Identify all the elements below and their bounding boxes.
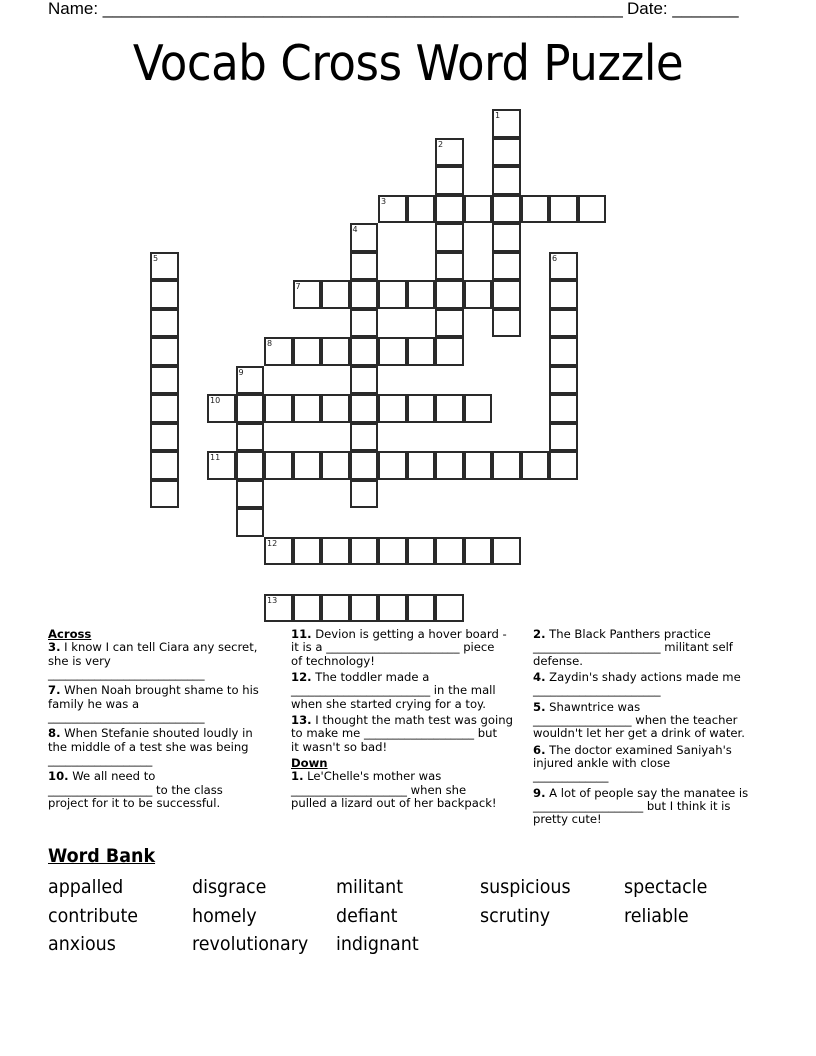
grid-cell[interactable]: [236, 366, 265, 395]
grid-cell[interactable]: [378, 537, 407, 566]
grid-cell[interactable]: [435, 537, 464, 566]
word-bank-word: suspicious: [480, 876, 571, 898]
clue-number: 11.: [291, 627, 312, 641]
grid-cell[interactable]: [350, 337, 379, 366]
grid-cell[interactable]: [407, 451, 436, 480]
clue-line: 11. Devion is getting a hover board -: [291, 627, 507, 641]
clue-number: 11: [210, 453, 221, 462]
grid-cell[interactable]: [492, 309, 521, 338]
grid-cell[interactable]: [464, 195, 493, 224]
grid-cell[interactable]: [435, 451, 464, 480]
grid-cell[interactable]: [492, 109, 521, 138]
clue-item: [533, 628, 778, 668]
page-title: Vocab Cross Word Puzzle: [132, 35, 684, 92]
grid-cell[interactable]: [492, 252, 521, 281]
grid-cell[interactable]: [321, 594, 350, 623]
clue-line: 2. The Black Panthers practice: [533, 627, 711, 641]
word-bank-word: scrutiny: [480, 904, 551, 927]
grid-cell[interactable]: [407, 594, 436, 623]
grid-cell[interactable]: [150, 451, 179, 480]
across-heading: Across: [48, 627, 92, 641]
word-bank-title: Word Bank: [48, 845, 156, 867]
date-field: Date: _______: [627, 0, 739, 18]
grid-cell[interactable]: [492, 451, 521, 480]
grid-cell[interactable]: [350, 309, 379, 338]
clues-across-column-1: [48, 628, 283, 813]
grid-cell[interactable]: [293, 594, 322, 623]
clue-line: ________________________ in the mall: [291, 683, 496, 698]
clue-number: 3.: [48, 640, 61, 655]
grid-cell[interactable]: [435, 280, 464, 309]
grid-cell[interactable]: [321, 537, 350, 566]
grid-cell[interactable]: [549, 394, 578, 423]
grid-cell[interactable]: [407, 394, 436, 423]
grid-cell[interactable]: [492, 195, 521, 224]
clue-number: 4: [352, 225, 358, 234]
word-bank-word: disgrace: [192, 876, 267, 898]
clue-line: ____________________ when she: [291, 782, 467, 797]
grid-cell[interactable]: [549, 252, 578, 281]
word-bank-word: revolutionary: [192, 933, 309, 955]
clue-line: pretty cute!: [533, 812, 602, 827]
clue-line: wouldn't let her get a drink of water.: [533, 726, 745, 741]
grid-cell[interactable]: [378, 394, 407, 423]
grid-cell[interactable]: [435, 394, 464, 423]
grid-cell[interactable]: [321, 451, 350, 480]
clue-line: 12. The toddler made a: [291, 670, 430, 685]
clue-number: 13.: [291, 713, 312, 728]
grid-cell[interactable]: [350, 366, 379, 395]
word-bank-word: spectacle: [624, 876, 708, 898]
clue-line: 8. When Stefanie shouted loudly in: [48, 726, 253, 741]
clue-number: 4.: [533, 670, 546, 685]
grid-cell[interactable]: [407, 337, 436, 366]
grid-cell[interactable]: [350, 594, 379, 623]
clue-number: 12.: [291, 670, 312, 685]
grid-cell[interactable]: [321, 337, 350, 366]
clue-item: [291, 770, 531, 810]
grid-cell[interactable]: [407, 280, 436, 309]
clue-item: [533, 744, 778, 784]
clue-number: 1: [495, 111, 501, 120]
clue-line: it is a _______________________ piece: [291, 640, 495, 655]
grid-cell[interactable]: [350, 223, 379, 252]
clue-number: 10.: [48, 769, 69, 784]
grid-cell[interactable]: [350, 252, 379, 281]
grid-cell[interactable]: [150, 252, 179, 281]
clue-item: [48, 727, 283, 767]
clue-line: pulled a lizard out of her backpack!: [291, 796, 497, 811]
grid-cell[interactable]: [236, 423, 265, 452]
word-bank-word: defiant: [336, 904, 398, 927]
clue-number: 9.: [533, 785, 546, 800]
grid-cell[interactable]: [350, 394, 379, 423]
grid-cell[interactable]: [350, 280, 379, 309]
grid-cell[interactable]: [578, 195, 607, 224]
grid-cell[interactable]: [264, 537, 293, 566]
grid-cell[interactable]: [293, 451, 322, 480]
grid-cell[interactable]: [378, 451, 407, 480]
grid-cell[interactable]: [207, 451, 236, 480]
grid-cell[interactable]: [350, 537, 379, 566]
grid-cell[interactable]: [435, 138, 464, 167]
grid-cell[interactable]: [378, 195, 407, 224]
name-field: Name: _______________________________________________________: [48, 0, 623, 18]
clue-line: ___________________________: [48, 667, 205, 682]
grid-cell[interactable]: [464, 451, 493, 480]
grid-cell[interactable]: [378, 280, 407, 309]
clue-number: 10: [210, 396, 221, 405]
grid-cell[interactable]: [236, 451, 265, 480]
clue-item: [291, 671, 531, 711]
grid-cell[interactable]: [492, 166, 521, 195]
clue-line: __________________: [48, 753, 153, 768]
clue-line: ___________________________: [48, 710, 205, 725]
clue-line: it wasn't so bad!: [291, 739, 388, 754]
clue-number: 7.: [48, 683, 61, 698]
word-bank-word: reliable: [624, 904, 689, 927]
grid-cell[interactable]: [293, 537, 322, 566]
grid-cell[interactable]: [321, 394, 350, 423]
grid-cell[interactable]: [378, 594, 407, 623]
clue-item: [291, 628, 531, 668]
word-bank-word: indignant: [336, 933, 419, 955]
clue-item: [291, 714, 531, 754]
clue-number: 6.: [533, 742, 546, 757]
grid-cell[interactable]: [293, 280, 322, 309]
grid-cell[interactable]: [378, 337, 407, 366]
clue-line: defense.: [533, 653, 583, 668]
clue-number: 2.: [533, 627, 546, 641]
grid-cell[interactable]: [435, 594, 464, 623]
clue-line: 5. Shawntrice was: [533, 699, 641, 714]
clue-line: _____________: [533, 769, 609, 784]
grid-cell[interactable]: [549, 451, 578, 480]
grid-cell[interactable]: [150, 394, 179, 423]
grid-cell[interactable]: [293, 394, 322, 423]
grid-cell[interactable]: [150, 280, 179, 309]
grid-cell[interactable]: [435, 252, 464, 281]
clue-line: of technology!: [291, 653, 375, 668]
clue-line: 6. The doctor examined Saniyah's: [533, 742, 732, 757]
clue-item: [48, 770, 283, 810]
clues-down-column-3: [533, 628, 778, 830]
grid-cell[interactable]: [464, 280, 493, 309]
clue-number: 9: [238, 367, 244, 377]
grid-cell[interactable]: [264, 394, 293, 423]
clue-line: 9. A lot of people say the manatee is: [533, 785, 749, 800]
grid-cell[interactable]: [293, 337, 322, 366]
grid-cell[interactable]: [492, 280, 521, 309]
grid-cell[interactable]: [407, 195, 436, 224]
word-bank-word: militant: [336, 876, 404, 898]
grid-cell[interactable]: [549, 423, 578, 452]
clue-line: 10. We all need to: [48, 769, 156, 784]
clue-line: 4. Zaydin's shady actions made me: [533, 670, 741, 685]
word-bank-word: appalled: [48, 876, 124, 898]
clue-number: 8: [267, 339, 273, 348]
grid-cell[interactable]: [350, 423, 379, 452]
grid-cell[interactable]: [521, 195, 550, 224]
clue-number: 7: [295, 282, 301, 291]
grid-cell[interactable]: [207, 394, 236, 423]
clue-line: 13. I thought the math test was going: [291, 713, 513, 728]
grid-cell[interactable]: [435, 337, 464, 366]
grid-cell[interactable]: [236, 480, 265, 509]
grid-cell[interactable]: [464, 537, 493, 566]
grid-cell[interactable]: [150, 423, 179, 452]
grid-cell[interactable]: [150, 337, 179, 366]
clue-item: [533, 787, 778, 827]
clue-line: ___________________ but I think it is: [533, 799, 731, 814]
clue-number: 5: [153, 253, 159, 263]
grid-cell[interactable]: [549, 337, 578, 366]
grid-cell[interactable]: [464, 394, 493, 423]
grid-cell[interactable]: [236, 508, 265, 537]
grid-cell[interactable]: [321, 280, 350, 309]
clue-line: to make me ___________________ but: [291, 726, 498, 741]
grid-cell[interactable]: [150, 366, 179, 395]
clue-line: the middle of a test she was being: [48, 739, 249, 754]
grid-cell[interactable]: [350, 451, 379, 480]
grid-cell[interactable]: [264, 451, 293, 480]
clues-column-2: [291, 628, 531, 813]
word-bank-word: contribute: [48, 904, 139, 927]
clue-number: 13: [267, 595, 278, 605]
clue-line: 3. I know I can tell Ciara any secret,: [48, 640, 258, 655]
clue-number: 1.: [291, 769, 304, 784]
clue-line: ______________________ militant self: [533, 640, 733, 655]
clue-line: 7. When Noah brought shame to his: [48, 683, 259, 698]
grid-cell[interactable]: [549, 366, 578, 395]
grid-cell[interactable]: [150, 309, 179, 338]
grid-cell[interactable]: [492, 537, 521, 566]
clue-line: injured ankle with close: [533, 756, 671, 771]
grid-cell[interactable]: [435, 195, 464, 224]
grid-cell[interactable]: [435, 166, 464, 195]
grid-cell[interactable]: [492, 138, 521, 167]
grid-cell[interactable]: [549, 280, 578, 309]
clue-number: 3: [381, 196, 387, 206]
clue-number: 5.: [533, 699, 546, 714]
clue-line: ______________________: [533, 683, 661, 698]
grid-cell[interactable]: [264, 337, 293, 366]
clue-line: 1. Le'Chelle's mother was: [291, 769, 442, 784]
clue-item: [48, 684, 283, 724]
clue-item: [533, 701, 778, 741]
clue-item: [48, 641, 283, 681]
clue-line: project for it to be successful.: [48, 796, 221, 811]
grid-cell[interactable]: [264, 594, 293, 623]
grid-cell[interactable]: [435, 223, 464, 252]
grid-cell[interactable]: [350, 480, 379, 509]
clue-line: _________________ when the teacher: [533, 713, 738, 728]
grid-cell[interactable]: [236, 394, 265, 423]
clue-line: she is very: [48, 653, 111, 668]
grid-cell[interactable]: [407, 537, 436, 566]
clue-line: family he was a: [48, 696, 140, 711]
clue-line: __________________ to the class: [48, 782, 223, 797]
down-heading: Down: [291, 756, 328, 771]
grid-cell[interactable]: [150, 480, 179, 509]
grid-cell[interactable]: [492, 223, 521, 252]
grid-cell[interactable]: [549, 309, 578, 338]
grid-cell[interactable]: [435, 309, 464, 338]
clue-number: 2: [438, 139, 444, 149]
clue-number: 8.: [48, 726, 61, 741]
clue-line: when she started crying for a toy.: [291, 696, 486, 711]
clue-number: 6: [552, 253, 558, 263]
grid-cell[interactable]: [521, 451, 550, 480]
word-bank-word: anxious: [48, 933, 116, 955]
word-bank-word: homely: [192, 904, 257, 927]
grid-cell[interactable]: [549, 195, 578, 224]
clue-number: 12: [267, 538, 278, 548]
clue-item: [533, 671, 778, 698]
